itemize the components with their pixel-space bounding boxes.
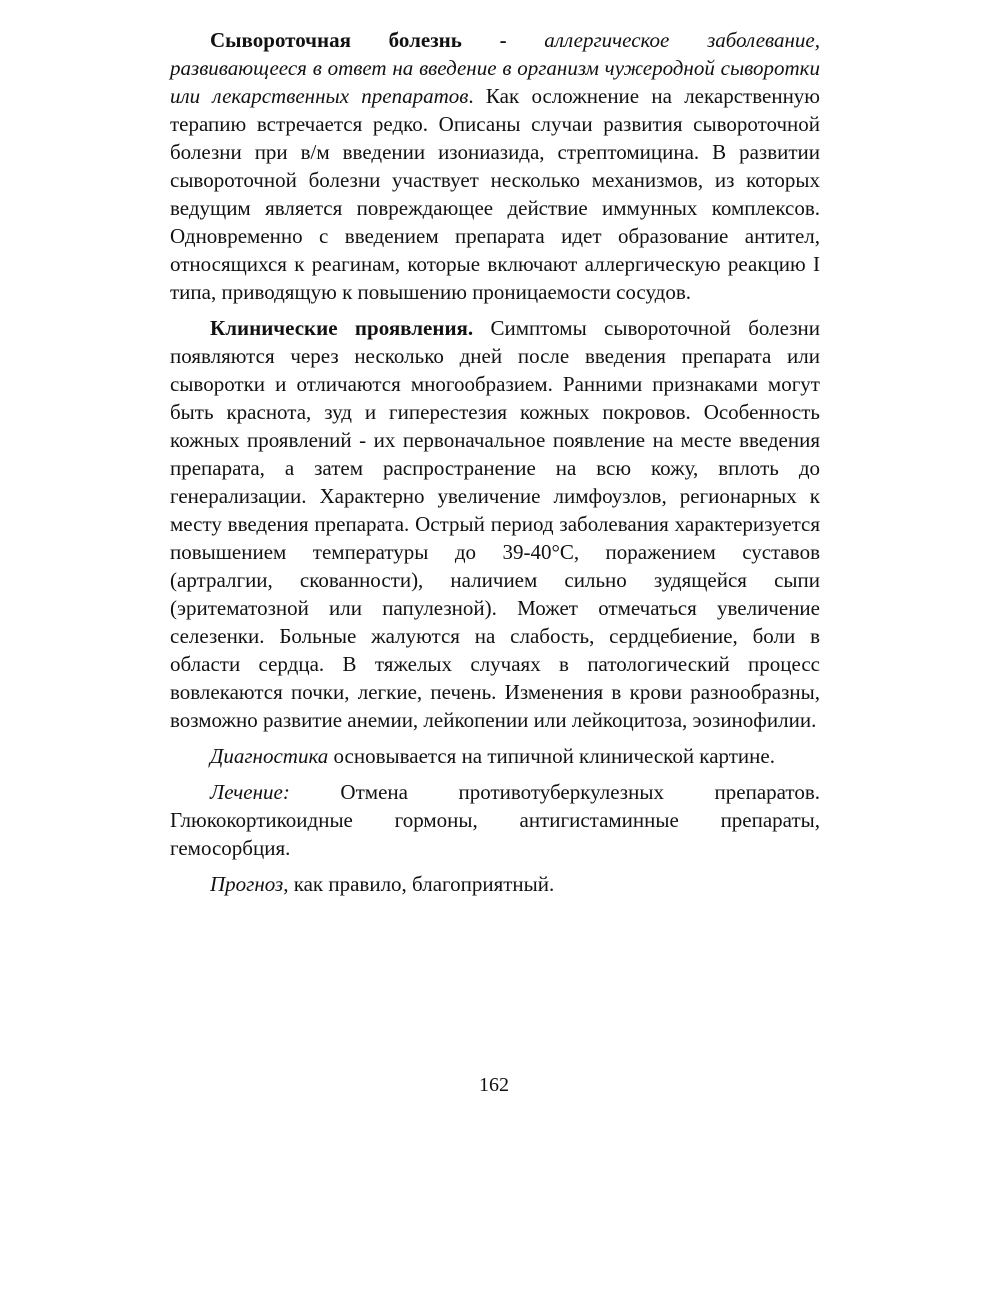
term-clinical-manifestations: Клинические проявления. bbox=[210, 316, 474, 340]
lead-diagnostics: Диагностика bbox=[210, 744, 329, 768]
term-serum-sickness: Сывороточная болезнь - bbox=[210, 28, 545, 52]
paragraph-body: Симптомы сывороточной болезни появляются через несколько дней после введения препарата или сыворотки и отличаются многообразием. Ранними признаками могут быть краснота, зуд и гиперестезия кожных покровов. Особенность кожных проявлений - их первоначальное появление на месте введения препарата, а затем распространение на всю кожу, вплоть до генерализации. Характерно увеличение лимфоузлов, регионарных к месту введения препарата. Острый период заболевания характеризуется повышением температуры до 39-40°С, поражением суставов (артралгии, скованности), наличием сильно зудящейся сыпи (эритематозной или папулезной). Может отмечаться увеличение селезенки. Больные жалуются на слабость, сердцебиение, боли в области сердца. В тяжелых случаях в патологический процесс вовлекаются почки, легкие, печень. Изменения в крови разнообразны, возможно развитие анемии, лейкопении или лейкоцитоза, эозинофилии. bbox=[170, 316, 820, 732]
paragraph-body: Отмена противотуберкулезных препаратов. Глюкокортикоидные гормоны, антигистаминные препараты, гемосорбция. bbox=[170, 780, 820, 860]
lead-treatment: Лечение: bbox=[210, 780, 290, 804]
paragraph-body: , как правило, благоприятный. bbox=[283, 872, 555, 896]
page-number: 162 bbox=[479, 1074, 509, 1096]
paragraph-treatment bbox=[170, 778, 820, 862]
page-content bbox=[170, 26, 820, 906]
definition-text: аллергическое заболевание, развивающееся в ответ на введение в организм чужеродной сыворотки или лекарственных препаратов bbox=[170, 28, 820, 108]
paragraph-body: . Как осложнение на лекарственную терапию встречается редко. Описаны случаи развития сывороточной болезни при в/м введении изониазида, стрептомицина. В развитии сывороточной болезни участвует несколько механизмов, из которых ведущим является повреждающее действие иммунных комплексов. Одновременно с введением препарата идет образование антител, относящихся к реагинам, которые включают аллергическую реакцию I типа, приводящую к повышению проницаемости сосудов. bbox=[170, 84, 820, 304]
paragraph-prognosis bbox=[170, 870, 820, 898]
paragraph-diagnostics bbox=[170, 742, 820, 770]
lead-prognosis: Прогноз bbox=[210, 872, 284, 896]
paragraph-body: основывается на типичной клинической картине. bbox=[328, 744, 775, 768]
paragraph-clinical-manifestations bbox=[170, 314, 820, 734]
paragraph-serum-sickness-definition bbox=[170, 26, 820, 306]
